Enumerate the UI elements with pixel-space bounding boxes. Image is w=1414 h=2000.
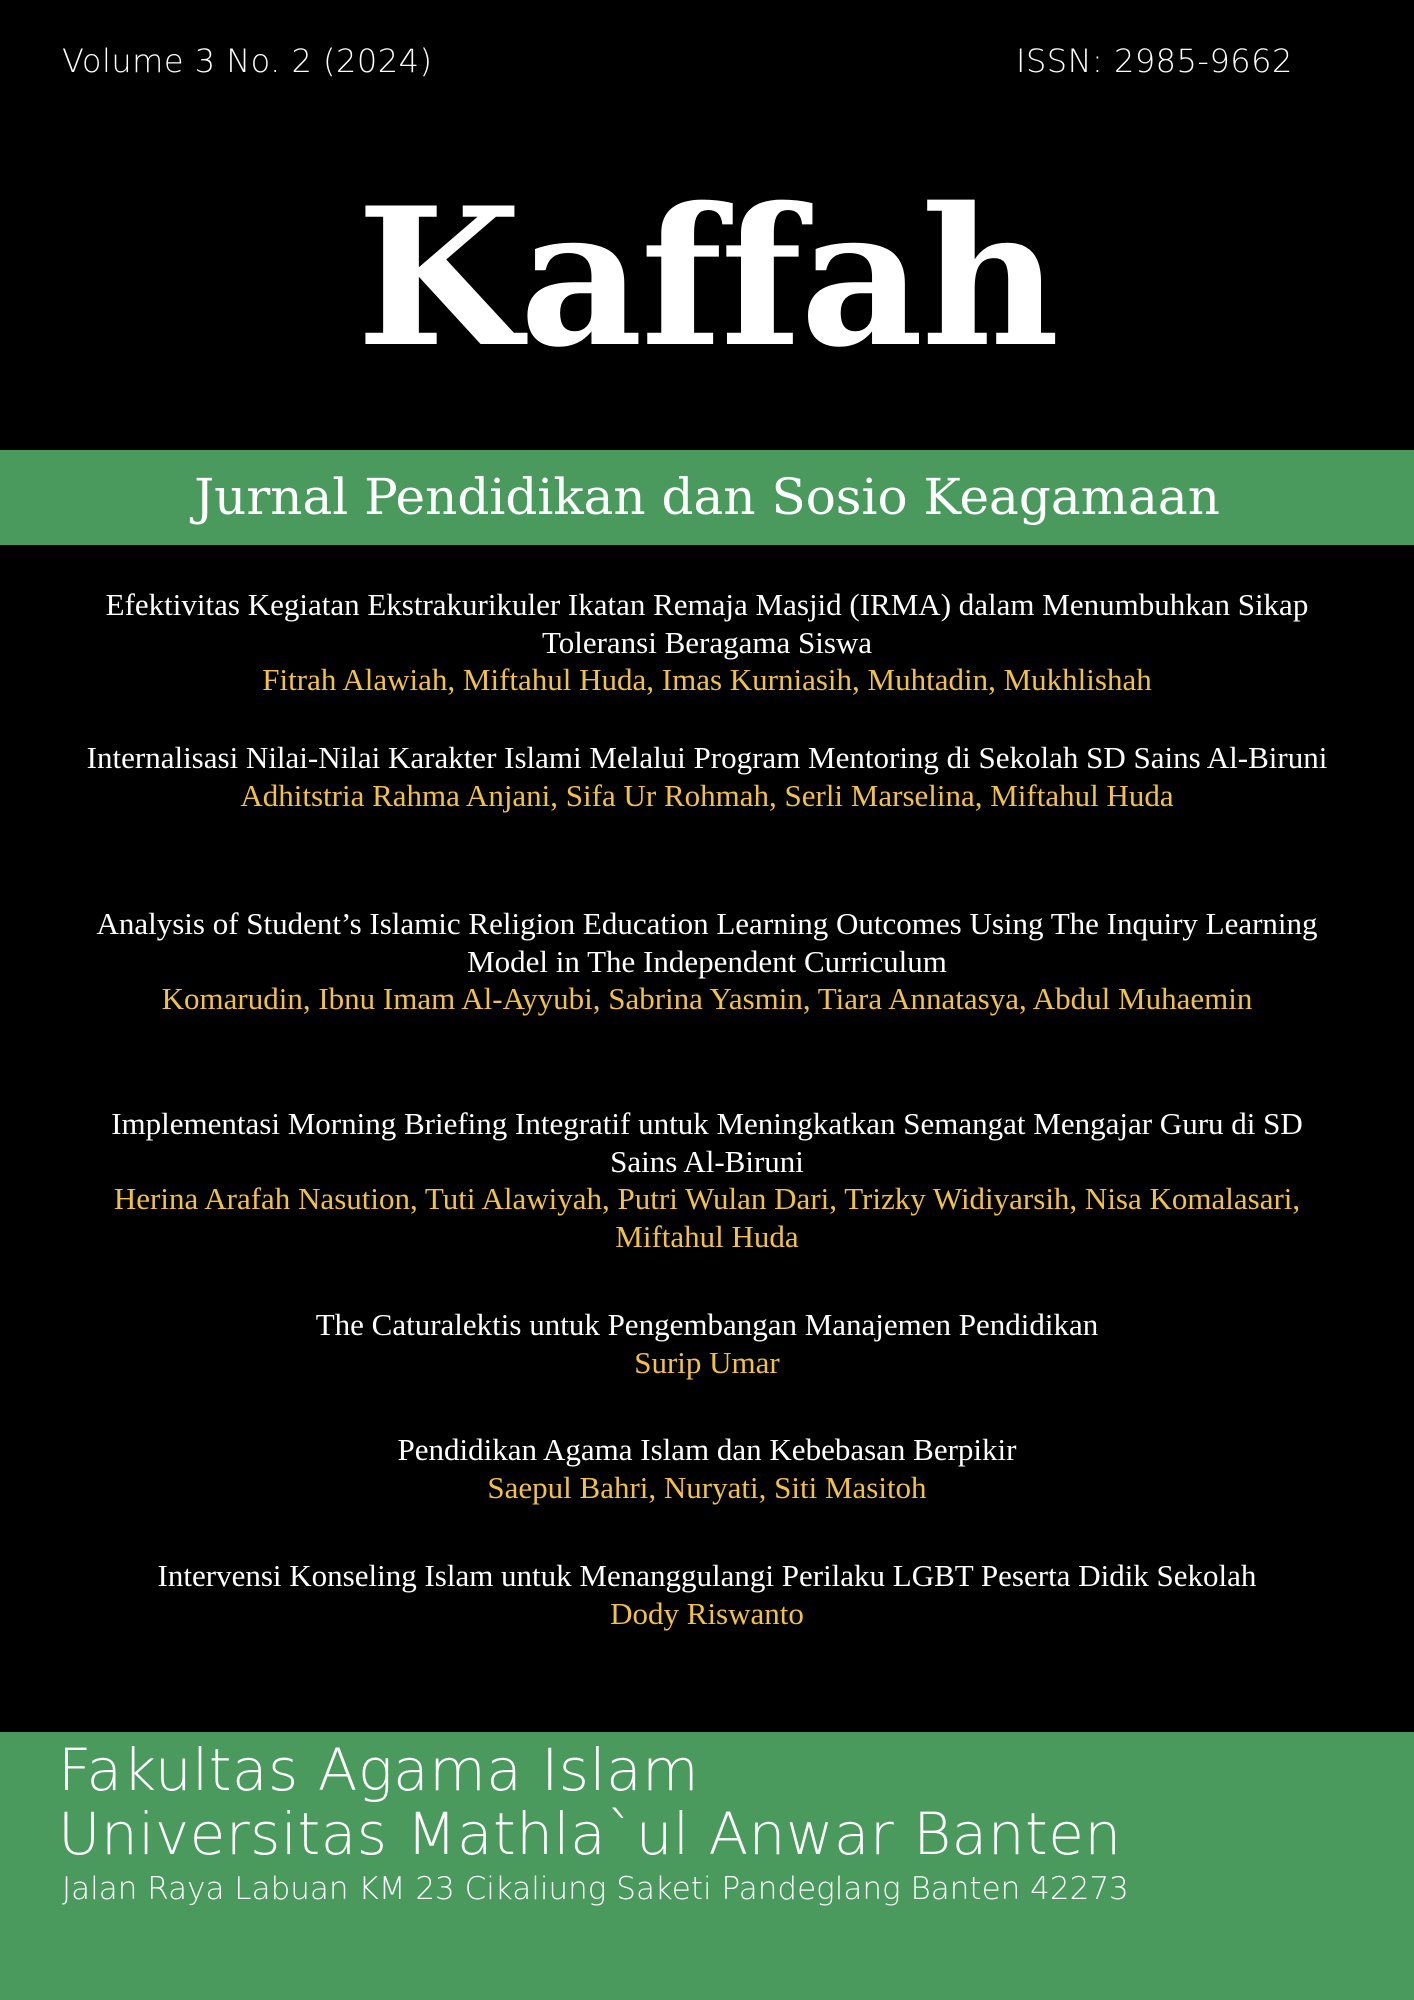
article-authors: Dody Riswanto	[610, 1595, 804, 1631]
volume-label: Volume 3 No. 2 (2024)	[62, 42, 433, 80]
article-entry	[80, 586, 1334, 699]
article-entry	[80, 1431, 1334, 1506]
journal-title: Kaffah	[356, 166, 1058, 389]
article-entry	[80, 905, 1334, 1018]
article-entry	[80, 1105, 1334, 1255]
article-title: Pendidikan Agama Islam dan Kebebasan Berpikir	[397, 1432, 1017, 1467]
article-authors: Saepul Bahri, Nuryati, Siti Masitoh	[487, 1469, 927, 1505]
article-title: Analysis of Student’s Islamic Religion Education Learning Outcomes Using The Inquiry Learning Model in The Independent Curriculum	[96, 906, 1318, 979]
subtitle-band	[0, 450, 1414, 545]
issn-label: ISSN: 2985-9662	[1016, 42, 1293, 80]
publisher-band	[0, 1732, 1414, 2000]
faculty-name: Fakultas Agama Islam	[58, 1736, 700, 1804]
article-authors: Adhitstria Rahma Anjani, Sifa Ur Rohmah, Serli Marselina, Miftahul Huda	[240, 777, 1174, 813]
publisher-address: Jalan Raya Labuan KM 23 Cikaliung Saketi Pandeglang Banten 42273	[62, 1871, 1129, 1907]
article-title: Efektivitas Kegiatan Ekstrakurikuler Ikatan Remaja Masjid (IRMA) dalam Menumbuhkan Sikap Toleransi Beragama Siswa	[105, 587, 1309, 660]
article-title: Implementasi Morning Briefing Integratif untuk Meningkatkan Semangat Mengajar Guru di SD Sains Al-Biruni	[111, 1106, 1303, 1179]
article-entry	[80, 1306, 1334, 1381]
article-authors: Herina Arafah Nasution, Tuti Alawiyah, Putri Wulan Dari, Trizky Widiyarsih, Nisa Komalasari, Miftahul Huda	[113, 1181, 1301, 1254]
article-title: The Caturalektis untuk Pengembangan Manajemen Pendidikan	[315, 1307, 1099, 1342]
journal-subtitle: Jurnal Pendidikan dan Sosio Keagamaan	[194, 468, 1220, 526]
article-title: Intervensi Konseling Islam untuk Menanggulangi Perilaku LGBT Peserta Didik Sekolah	[157, 1558, 1257, 1593]
article-authors: Fitrah Alawiah, Miftahul Huda, Imas Kurniasih, Muhtadin, Mukhlishah	[262, 662, 1152, 697]
article-title: Internalisasi Nilai-Nilai Karakter Islami Melalui Program Mentoring di Sekolah SD Sains Al-Biruni	[86, 740, 1328, 775]
article-authors: Komarudin, Ibnu Imam Al-Ayyubi, Sabrina Yasmin, Tiara Annatasya, Abdul Muhaemin	[161, 981, 1253, 1016]
article-authors: Surip Umar	[634, 1344, 780, 1380]
article-entry	[80, 1557, 1334, 1632]
university-name: Universitas Mathla`ul Anwar Banten	[58, 1800, 1122, 1868]
article-entry	[80, 739, 1334, 814]
